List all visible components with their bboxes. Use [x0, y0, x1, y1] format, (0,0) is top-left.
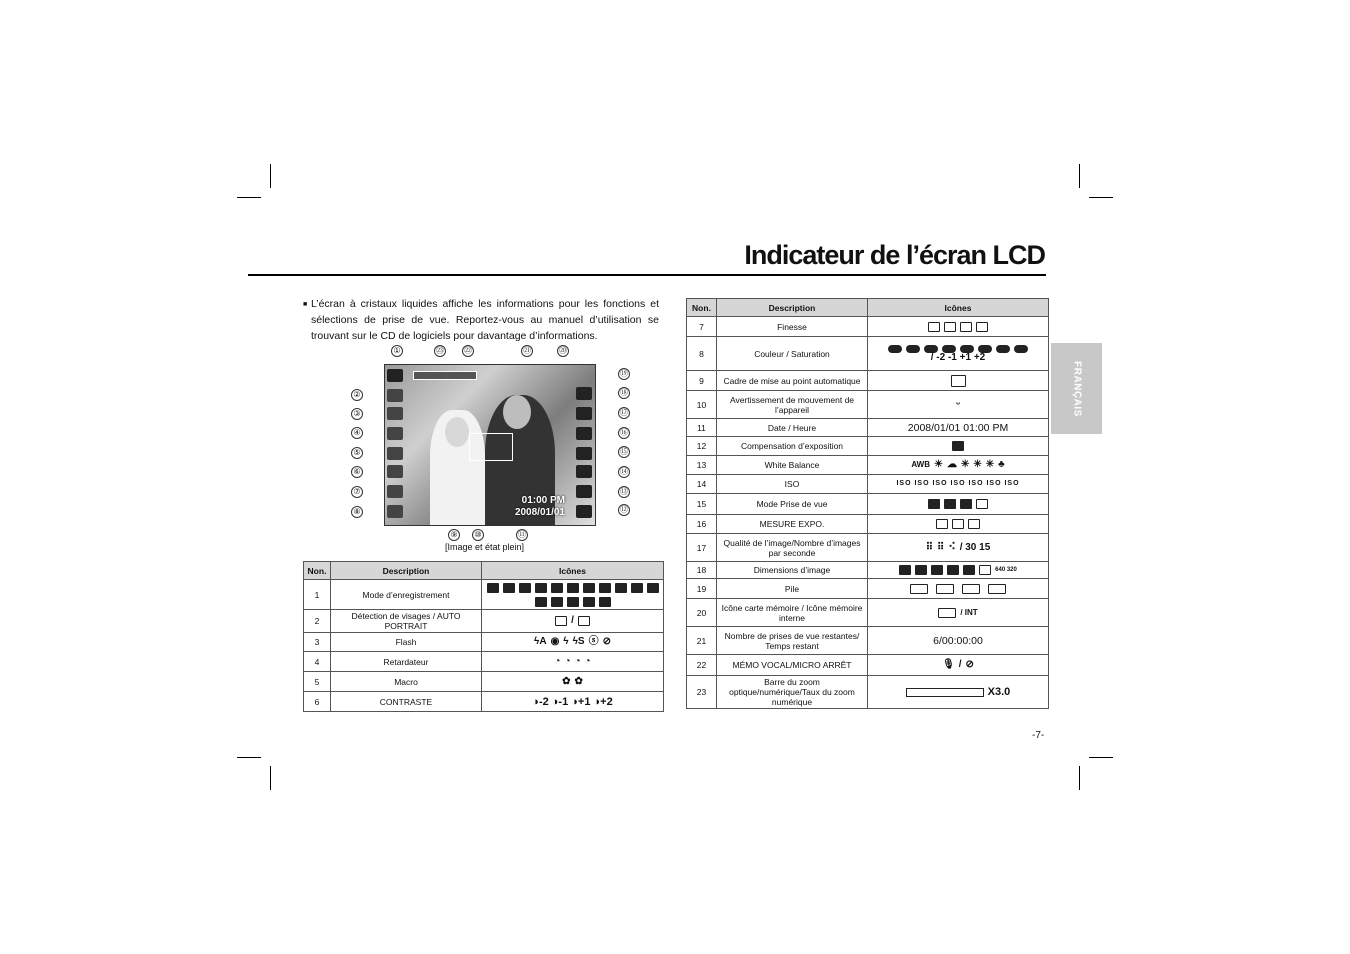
drive-icon: [576, 447, 592, 460]
af-frame: [469, 433, 513, 461]
image-size-icon: [576, 387, 592, 400]
table-row: [687, 419, 1049, 437]
table-row: [304, 692, 664, 712]
memory-icons: / INT: [871, 608, 1045, 618]
wb-icons: AWB ☀ ☁ ✳ ✳ ✳ ♣: [911, 459, 1005, 470]
table-row: [687, 515, 1049, 534]
flash-icons: ϟA ◉ ϟ ϟS ⓢ ⊘: [534, 636, 611, 647]
macro-icon: [387, 447, 403, 460]
drive-mode-icons: [871, 499, 1045, 509]
row-no: 10: [687, 391, 717, 419]
table-row: [304, 633, 664, 652]
callout-right-15: ⑮: [620, 447, 628, 456]
row-no: 9: [687, 371, 717, 391]
title-rule: [248, 274, 1046, 276]
row-description: Dimensions d’image: [717, 562, 868, 579]
crop-mark: [237, 757, 261, 758]
row-no: 5: [304, 672, 331, 692]
sharpness-icons: [871, 322, 1045, 332]
row-description: Couleur / Saturation: [717, 337, 868, 371]
table-row: [687, 534, 1049, 562]
flash-icon: [387, 407, 403, 420]
row-description: ISO: [717, 475, 868, 494]
crop-mark: [237, 197, 261, 198]
language-tab-label: FRANÇAIS: [1071, 360, 1082, 417]
row-description: Flash: [331, 633, 482, 652]
table-row: [687, 655, 1049, 676]
row-description: Nombre de prises de vue restantes/ Temps restant: [717, 627, 868, 655]
row-no: 2: [304, 610, 331, 633]
table-row: [687, 371, 1049, 391]
row-description: MESURE EXPO.: [717, 515, 868, 534]
row-description: Date / Heure: [717, 419, 868, 437]
table-row: [304, 580, 664, 610]
mode-icons: [485, 583, 660, 607]
datetime-icons: 2008/01/01 01:00 PM: [868, 419, 1049, 437]
callout-bottom-9: ⑨: [448, 529, 460, 541]
row-description: MÉMO VOCAL/MICRO ARRÊT: [717, 655, 868, 676]
row-no: 4: [304, 652, 331, 672]
callout-top-1: ①: [391, 345, 403, 357]
table-row: [687, 627, 1049, 655]
quality-icons: ⠿ ⠿ ⠪ / 30 15: [925, 541, 991, 553]
col-header-icons: Icônes: [868, 299, 1049, 317]
ev-icon: [576, 505, 592, 518]
table-row: 8 Couleur / Saturation / -2 -1 +1 +2: [687, 337, 1049, 371]
table-row: [304, 610, 664, 633]
table-row: [687, 676, 1049, 709]
icon-table-left: [303, 561, 664, 712]
callout-right-14: ⑭: [620, 467, 628, 476]
row-no: 3: [304, 633, 331, 652]
row-description: CONTRASTE: [331, 692, 482, 712]
icon-table-right: [686, 298, 1049, 709]
language-tab: [1051, 343, 1102, 434]
callout-left-6: ⑥: [351, 466, 363, 478]
table-row: [687, 579, 1049, 599]
face-detect-icons: /: [485, 616, 660, 626]
callout-right-12: ⑫: [620, 505, 628, 514]
callout-right-16: ⑯: [620, 428, 628, 437]
bullet-icon: ■: [303, 301, 308, 308]
lcd-time: 01:00 PM: [521, 495, 565, 506]
quality-icon: [576, 407, 592, 420]
row-no: 19: [687, 579, 717, 599]
row-description: Cadre de mise au point automatique: [717, 371, 868, 391]
col-header-no: Non.: [304, 562, 331, 580]
callout-top-4: ㉑: [523, 346, 531, 355]
zoom-bar-shape: [906, 688, 984, 697]
crop-mark: [270, 164, 271, 188]
bride-face: [445, 417, 469, 447]
col-header-description: Description: [717, 299, 868, 317]
callout-right-17: ⑰: [620, 408, 628, 417]
callout-right-13: ⑬: [620, 487, 628, 496]
row-description: White Balance: [717, 456, 868, 475]
row-no: 15: [687, 494, 717, 515]
wb-icon: [576, 485, 592, 498]
row-no: 12: [687, 437, 717, 456]
row-no: 13: [687, 456, 717, 475]
row-description: Retardateur: [331, 652, 482, 672]
iso-icon: [576, 465, 592, 478]
voice-memo-icons: 🎙 / ⊘: [942, 659, 974, 670]
intro-text: L’écran à cristaux liquides affiche les informations pour les fonctions et sélections de prise de vue. Reportez-vous au manuel d’utilisation se trouvant sur le CD de logiciels pour davantage d’informations.: [311, 298, 659, 342]
timer-icon: [387, 427, 403, 440]
row-description: Macro: [331, 672, 482, 692]
row-no: 18: [687, 562, 717, 579]
macro-icons: ✿ ✿: [562, 675, 583, 687]
metering-icons: [871, 519, 1045, 529]
callout-right-18: ⑱: [620, 388, 628, 397]
lcd-date: 2008/01/01: [514, 507, 565, 518]
table-row: [304, 672, 664, 692]
row-description: Détection de visages / AUTO PORTRAIT: [331, 610, 482, 633]
row-description: Finesse: [717, 317, 868, 337]
image-size-icons: 640 320: [871, 565, 1045, 575]
table-row: [304, 652, 664, 672]
sharpness-icon: [387, 485, 403, 498]
zoom-bar-icon: X3.0: [871, 687, 1045, 697]
face-detect-icon: [387, 389, 403, 402]
row-no: 23: [687, 676, 717, 709]
ev-icon: [871, 441, 1045, 451]
battery-icons: [871, 584, 1045, 594]
row-no: 17: [687, 534, 717, 562]
color-icon: [387, 505, 403, 518]
col-header-icons: Icônes: [482, 562, 664, 580]
row-no: 7: [687, 317, 717, 337]
shots-remaining: 6/00:00:00: [868, 627, 1049, 655]
contrast-icon: [387, 465, 403, 478]
crop-mark: [1079, 766, 1080, 790]
row-no: 1: [304, 580, 331, 610]
row-description: Pile: [717, 579, 868, 599]
table-row: [687, 456, 1049, 475]
callout-left-3: ③: [351, 408, 363, 420]
table-row: [687, 599, 1049, 627]
row-no: 8: [687, 337, 717, 371]
af-frame-icon: [871, 375, 1045, 387]
table-row: [687, 391, 1049, 419]
table-row: [687, 437, 1049, 456]
table-row: [687, 494, 1049, 515]
metering-icon: [576, 427, 592, 440]
callout-left-2: ②: [351, 389, 363, 401]
col-header-no: Non.: [687, 299, 717, 317]
row-no: 16: [687, 515, 717, 534]
callout-top-2: ㉓: [436, 346, 444, 355]
row-description: Barre du zoom optique/numérique/Taux du zoom numérique: [717, 676, 868, 709]
page-title: Indicateur de l’écran LCD: [744, 240, 1045, 270]
shake-warning-icon: ᵕ: [955, 398, 961, 410]
row-no: 6: [304, 692, 331, 712]
callout-left-7: ⑦: [351, 486, 363, 498]
callout-bottom-11: ⑪: [518, 530, 526, 539]
iso-icons: ISO ISO ISO ISO ISO ISO ISO: [896, 480, 1020, 487]
table-row: [687, 562, 1049, 579]
callout-left-4: ④: [351, 427, 363, 439]
row-description: Mode d’enregistrement: [331, 580, 482, 610]
crop-mark: [270, 766, 271, 790]
callout-top-3: ㉒: [464, 346, 472, 355]
callout-left-8: ⑧: [351, 506, 363, 518]
crop-mark: [1089, 197, 1113, 198]
contrast-icons: ◑-2 ◑-1 ◑+1 ◑+2: [532, 695, 613, 708]
zoom-bar: [413, 371, 477, 380]
row-description: Mode Prise de vue: [717, 494, 868, 515]
image-caption: [Image et état plein]: [445, 542, 525, 552]
timer-icons: ◔ ◔ ◔ ◔: [554, 655, 591, 667]
col-header-description: Description: [331, 562, 482, 580]
row-description: Avertissement de mouvement de l’appareil: [717, 391, 868, 419]
row-no: 14: [687, 475, 717, 494]
lcd-illustration: [384, 364, 596, 526]
groom-face: [503, 395, 531, 429]
callout-top-5: ⑳: [559, 346, 567, 355]
table-row: [687, 475, 1049, 494]
callout-left-5: ⑤: [351, 447, 363, 459]
table-row: [687, 317, 1049, 337]
crop-mark: [1079, 164, 1080, 188]
row-description: Compensation d’exposition: [717, 437, 868, 456]
row-description: Icône carte mémoire / Icône mémoire interne: [717, 599, 868, 627]
callout-bottom-10: ⑩: [472, 529, 484, 541]
intro-paragraph: [303, 296, 659, 344]
row-no: 21: [687, 627, 717, 655]
lcd-datetime: [515, 495, 565, 519]
mode-icon: [387, 369, 403, 382]
row-description: Qualité de l’image/Nombre d’images par seconde: [717, 534, 868, 562]
callout-right-19: ⑲: [620, 369, 628, 378]
crop-mark: [1089, 757, 1113, 758]
page-number: -7-: [1032, 730, 1045, 741]
row-no: 20: [687, 599, 717, 627]
row-no: 22: [687, 655, 717, 676]
row-no: 11: [687, 419, 717, 437]
